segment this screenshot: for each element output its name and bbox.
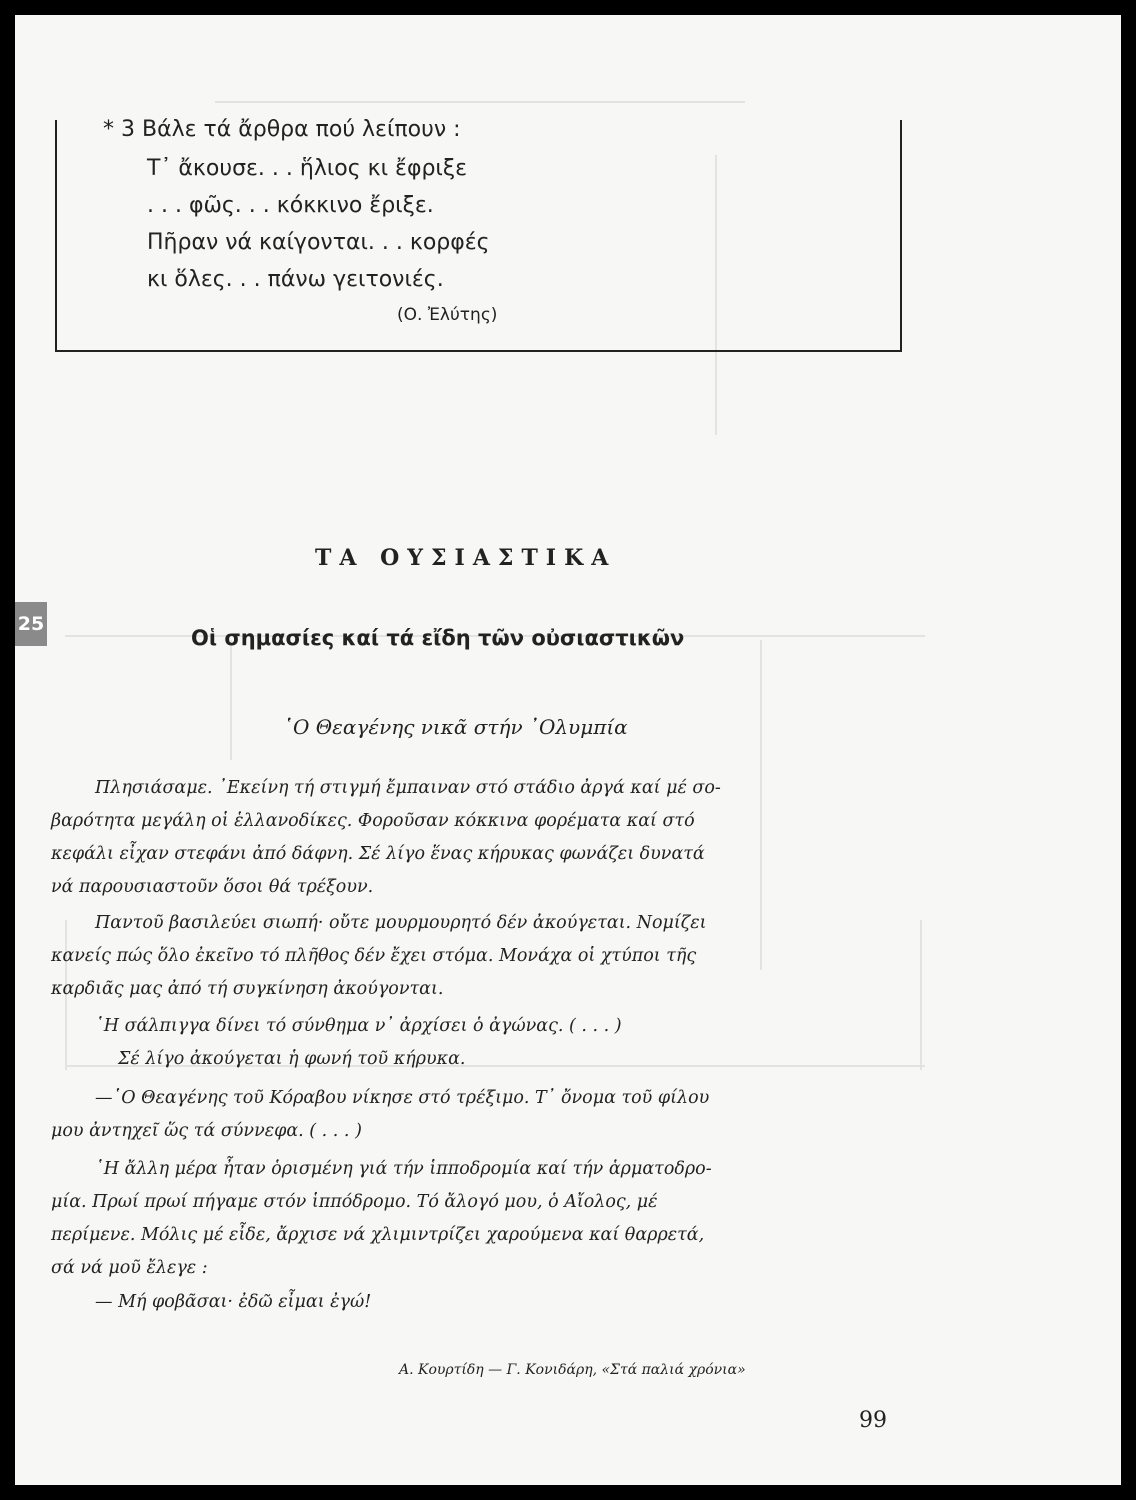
bleed-through-rule xyxy=(760,640,762,970)
lesson-title: Οἱ σημασίες καί τά εἴδη τῶν οὐσιαστικῶν xyxy=(191,626,685,650)
reading-line: Παντοῦ βασιλεύει σιωπή· οὔτε μουρμουρητό δέν ἀκούγεται. Νομίζει xyxy=(95,913,707,933)
poem-line: . . . φῶς. . . κόκκινο ἔριξε. xyxy=(147,193,434,218)
bleed-through-rule xyxy=(215,101,745,103)
reading-line: μου ἀντηχεῖ ὥς τά σύννεφα. ( . . . ) xyxy=(51,1121,362,1141)
reading-line: — Μή φοβᾶσαι· ἐδῶ εἶμαι ἐγώ! xyxy=(95,1292,372,1312)
poem-line: κι ὅλες. . . πάνω γειτονιές. xyxy=(147,267,444,292)
text-source: Α. Κουρτίδη — Γ. Κονιδάρη, «Στά παλιά χρόνια» xyxy=(399,1362,746,1378)
poem-line: Τ᾿ ἄκουσε. . . ἥλιος κι ἔφριξε xyxy=(147,156,468,181)
reading-line: κεφάλι εἶχαν στεφάνι ἀπό δάφνη. Σέ λίγο ἕνας κήρυκας φωνάζει δυνατά xyxy=(51,844,705,864)
reading-line: Σέ λίγο ἀκούγεται ἡ φωνή τοῦ κήρυκα. xyxy=(118,1049,466,1069)
chapter-title: ΤΑ ΟΥΣΙΑΣΤΙΚΑ xyxy=(315,545,617,571)
reading-line: σά νά μοῦ ἔλεγε : xyxy=(51,1258,208,1278)
bleed-through-rule xyxy=(230,640,232,760)
reading-line: ῾Η ἄλλη μέρα ἦταν ὁρισμένη γιά τήν ἱπποδρομία καί τήν ἁρματοδρο- xyxy=(95,1159,712,1179)
reading-line: ῾Η σάλπιγγα δίνει τό σύνθημα ν᾿ ἀρχίσει ὁ ἀγώνας. ( . . . ) xyxy=(95,1016,622,1036)
reading-line: —῾Ο Θεαγένης τοῦ Κόραβου νίκησε στό τρέξιμο. Τ᾿ ὄνομα τοῦ φίλου xyxy=(95,1088,710,1108)
lesson-number-tab: 25 xyxy=(15,602,47,646)
poem-attribution: (Ο. Ἐλύτης) xyxy=(397,305,498,325)
reading-line: κανείς πώς ὅλο ἐκεῖνο τό πλῆθος δέν ἔχει στόμα. Μονάχα οἱ χτύποι τῆς xyxy=(51,946,697,966)
reading-line: νά παρουσιαστοῦν ὅσοι θά τρέξουν. xyxy=(51,877,374,897)
poem-line: Πῆραν νά καίγονται. . . κορφές xyxy=(147,230,490,255)
reading-line: μία. Πρωί πρωί πήγαμε στόν ἱππόδρομο. Τό ἄλογό μου, ὁ Αἴολος, μέ xyxy=(51,1192,658,1212)
reading-title: ῾Ο Θεαγένης νικᾶ στήν ᾿Ολυμπία xyxy=(283,715,628,739)
reading-line: περίμενε. Μόλις μέ εἶδε, ἄρχισε νά χλιμιντρίζει χαρούμενα καί θαρρετά, xyxy=(51,1225,705,1245)
exercise-heading: * 3 Βάλε τά ἄρθρα πού λείπουν : xyxy=(103,117,461,142)
reading-line: Πλησιάσαμε. ᾿Εκείνη τή στιγμή ἔμπαιναν στό στάδιο ἀργά καί μέ σο- xyxy=(95,778,721,798)
reading-line: καρδιᾶς μας ἀπό τή συγκίνηση ἀκούγονται. xyxy=(51,979,444,999)
page-number: 99 xyxy=(859,1408,887,1433)
book-page xyxy=(15,15,1121,1485)
bleed-through-rule xyxy=(920,920,922,1070)
reading-line: βαρότητα μεγάλη οἱ ἑλλανοδίκες. Φοροῦσαν κόκκινα φορέματα καί στό xyxy=(51,811,695,831)
